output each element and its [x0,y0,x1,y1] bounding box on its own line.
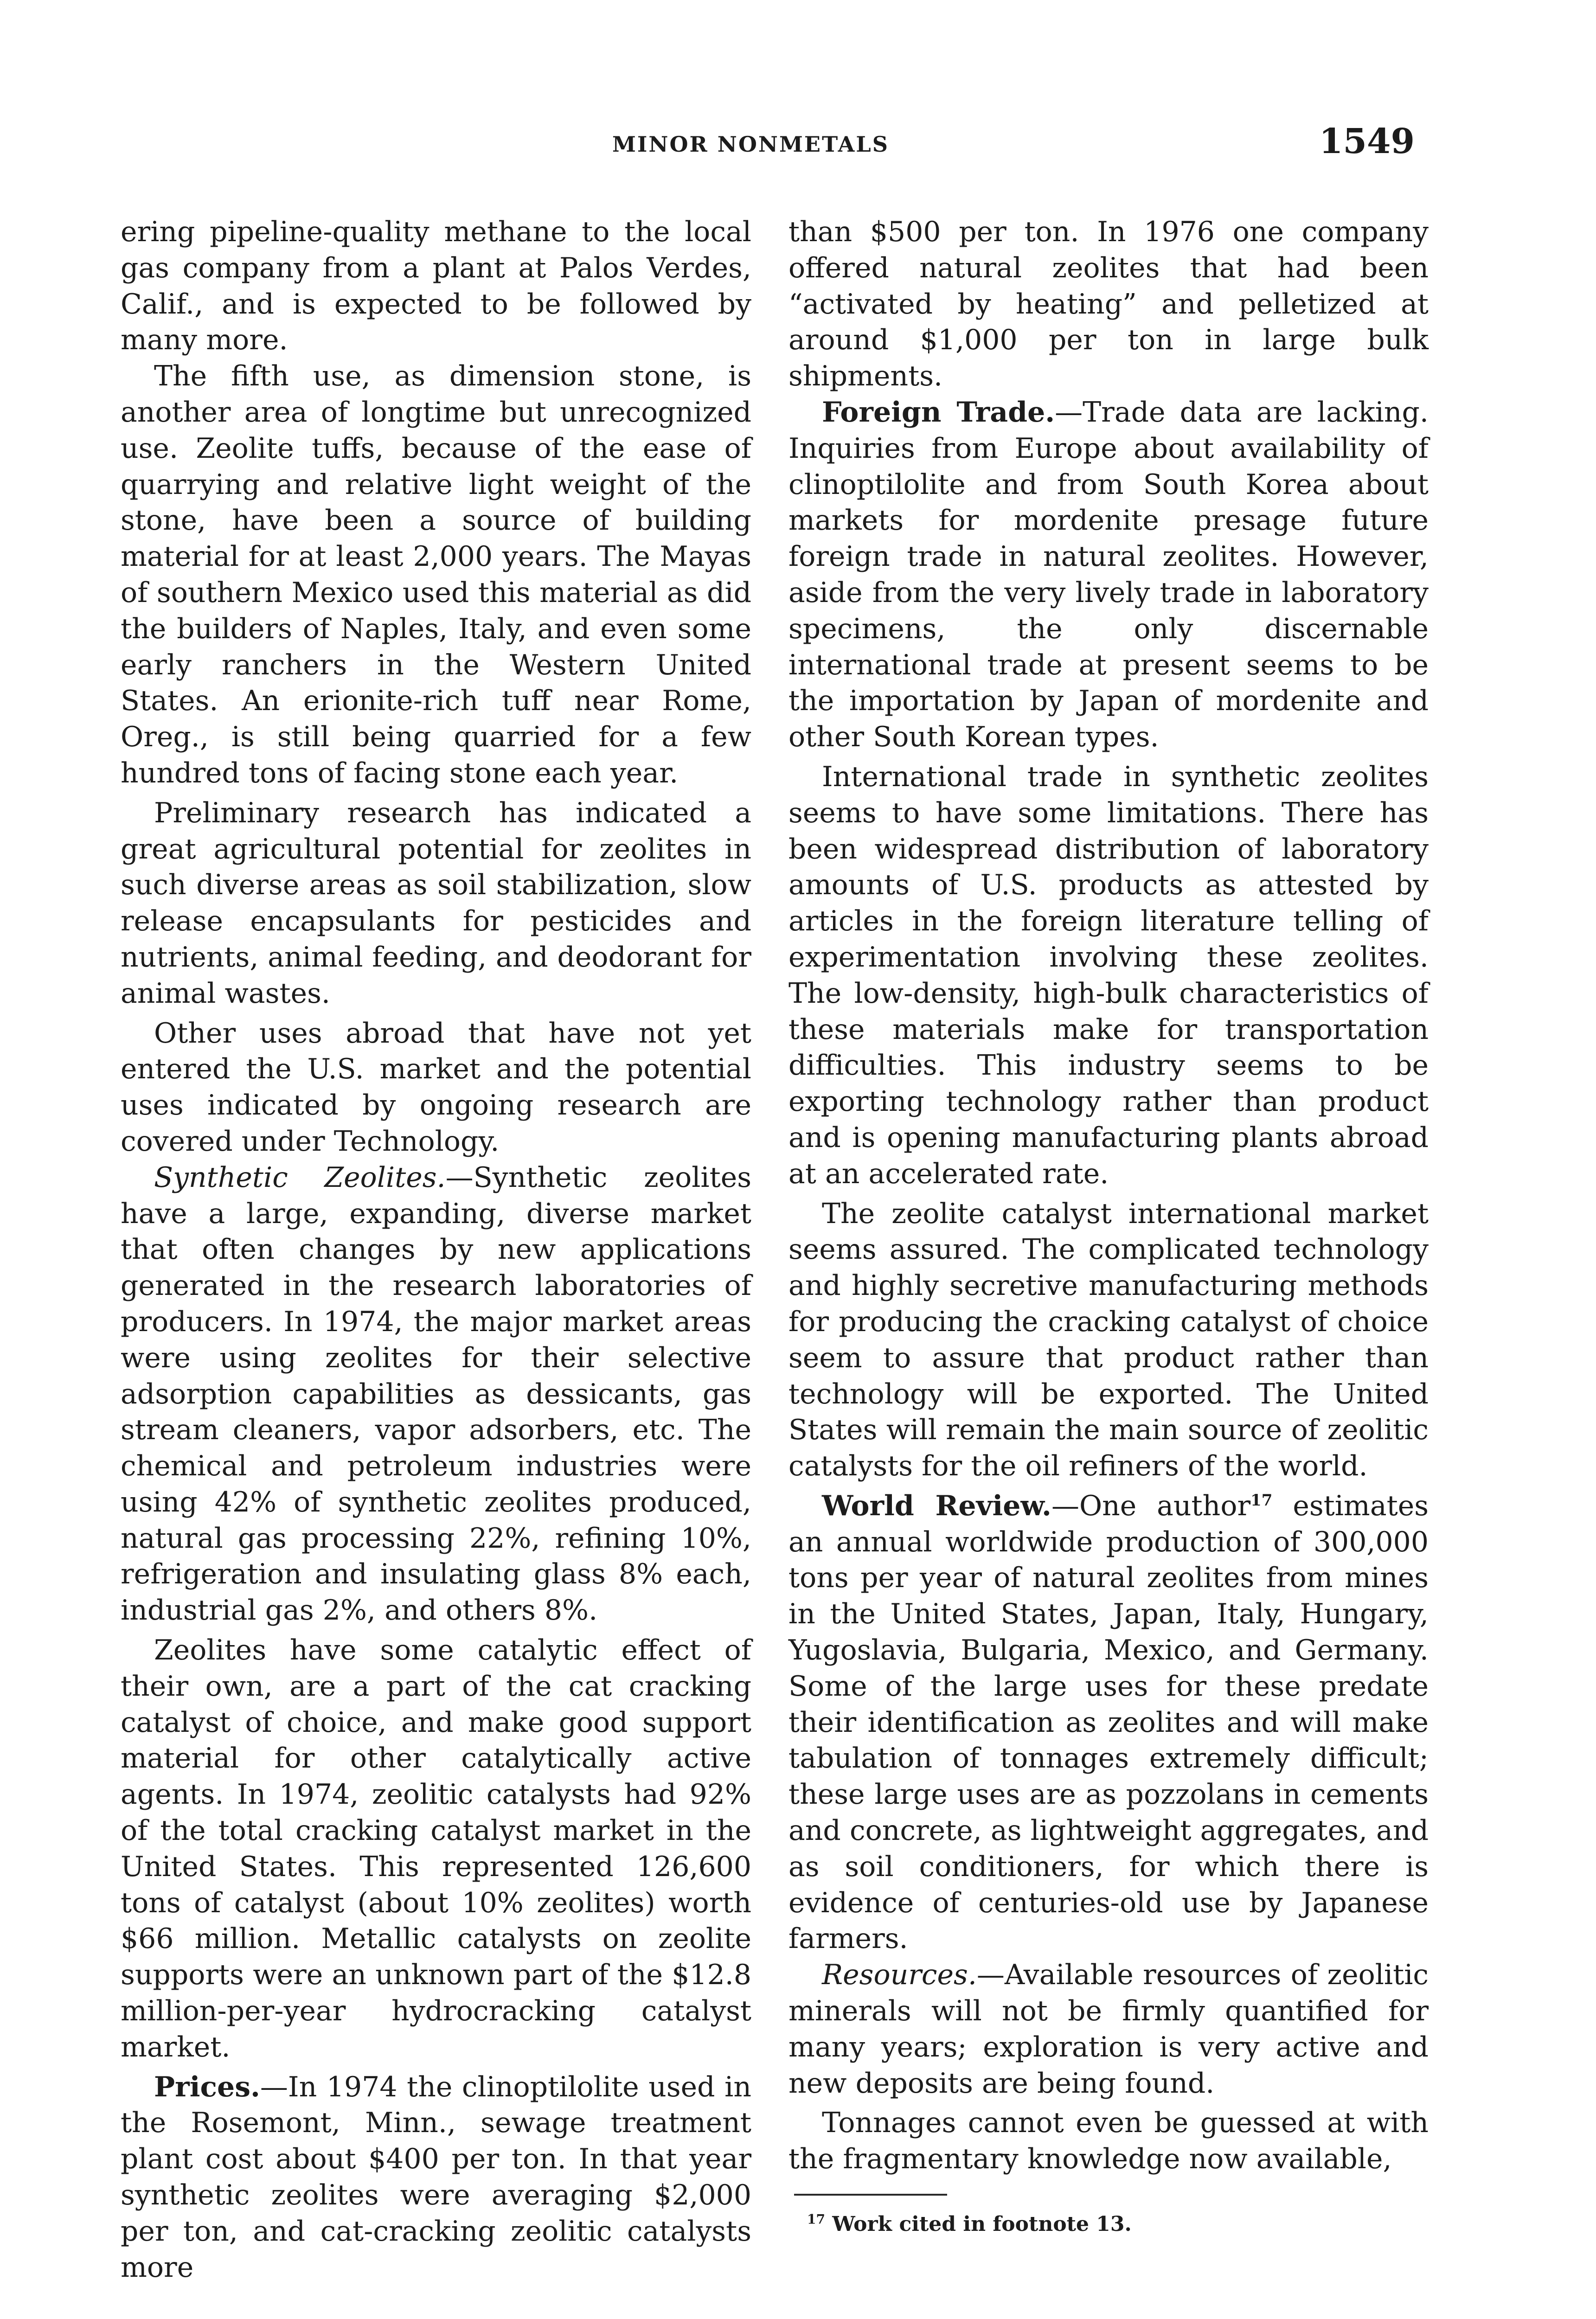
section-heading-foreign-trade: Foreign Trade. [822,396,1055,429]
footnote-reference: 17 [1250,1491,1273,1510]
page-header [125,122,1415,163]
paragraph: than $500 per ton. In 1976 one company offered natural zeolites that had been “activated by heating” and pelletized at around $1,000 per ton in large bulk shipments. [788,216,1429,393]
paragraph [121,1160,751,1629]
footnote-divider [794,2194,947,2196]
section-heading-world-review: World Review. [822,1489,1051,1522]
paragraph: Tonnages cannot even be guessed at with the fragmentary knowledge now available, [788,2107,1429,2176]
section-heading-prices: Prices. [154,2070,260,2103]
right-column [788,214,1429,2178]
section-heading-resources: Resources. [822,1959,977,1992]
paragraph [788,1957,1429,2101]
paragraph: Other uses abroad that have not yet entered the U.S. market and the potential uses indicated by ongoing research are covered under Technology. [121,1017,751,1158]
paragraph [121,2069,751,2286]
paragraph-text: —One author [1051,1489,1251,1522]
paragraph-text: —In 1974 the clinoptilolite used in the Rosemont, Minn., sewage treatment plant cost about $400 per ton. In that year synthetic zeolites were averaging $2,000 per ton, and cat-cracking zeolitic catalysts more [121,2070,751,2284]
paragraph [788,1488,1429,1957]
paragraph-text: estimates an annual worldwide production of 300,000 tons per year of natural zeolites from mines in the United States, Japan, Italy, Hungary, Yugoslavia, Bulgaria, Mexico, and Germany. Some of the large uses for these predate their identification as zeolites and will make tabulation of tonnages extremely difficult; these large uses are as pozzolans in cements and concrete, as lightweight aggregates, and as soil conditioners, for which there is evidence of centuries-old use by Japanese farmers. [788,1489,1429,1955]
paragraph-text: —Synthetic zeolites have a large, expanding, diverse market that often changes by new applications generated in the research laboratories of producers. In 1974, the major market areas were using zeolites for their selective adsorption capabilities as dessicants, gas stream cleaners, vapor adsorbers, etc. The chemical and petroleum industries were using 42% of synthetic zeolites produced, natural gas processing 22%, refining 10%, refrigeration and insulating glass 8% each, industrial gas 2%, and others 8%. [121,1161,751,1627]
footnote [807,2212,1132,2236]
page-number: 1549 [1319,122,1415,161]
paragraph: Preliminary research has indicated a great agricultural potential for zeolites in such diverse areas as soil stabilization, slow release encapsulants for pesticides and nutrients, animal feeding, and deodorant for animal wastes. [121,796,751,1010]
paragraph: The fifth use, as dimension stone, is another area of longtime but unrecognized use. Zeolite tuffs, because of the ease of quarrying and relative light weight of the stone, have been a source of building material for at least 2,000 years. The Mayas of southern Mexico used this material as did the builders of Naples, Italy, and even some early ranchers in the Western United States. An erionite-rich tuff near Rome, Oreg., is still being quarried for a few hundred tons of facing stone each year. [121,360,751,789]
paragraph [788,395,1429,756]
running-title: MINOR NONMETALS [612,132,889,157]
paragraph-text: —Available resources of zeolitic minerals will not be firmly quantified for many years; exploration is very active and new deposits are being found. [788,1959,1429,2100]
paragraph: The zeolite catalyst international market seems assured. The complicated technology and highly secretive manufacturing methods for producing the cracking catalyst of choice seem to assure that product rather than technology will be exported. The United States will remain the main source of zeolitic catalysts for the oil refiners of the world. [788,1197,1429,1483]
paragraph-text: —Trade data are lacking. Inquiries from Europe about availability of clinoptilolite and from South Korea about markets for mordenite presage future foreign trade in natural zeolites. However, aside from the very lively trade in laboratory specimens, the only discernable international trade at present seems to be the importation by Japan of mordenite and other South Korean types. [788,396,1429,754]
paragraph: ering pipeline-quality methane to the local gas company from a plant at Palos Verdes, Calif., and is expected to be followed by many more. [121,216,751,357]
footnote-text: Work cited in footnote 13. [825,2212,1132,2236]
section-heading-synthetic-zeolites: Synthetic Zeolites. [154,1161,446,1194]
paragraph: Zeolites have some catalytic effect of their own, are a part of the cat cracking catalyst of choice, and make good support material for other catalytically active agents. In 1974, zeolitic catalysts had 92% of the total cracking catalyst market in the United States. This represented 126,600 tons of catalyst (about 10% zeolites) worth $66 million. Metallic catalysts on zeolite supports were an unknown part of the $12.8 million-per-year hydrocracking catalyst market. [121,1634,751,2063]
left-column [121,214,751,2286]
paragraph: International trade in synthetic zeolites seems to have some limitations. There has been widespread distribution of laboratory amounts of U.S. products as attested by articles in the foreign literature telling of experimentation involving these zeolites. The low-density, high-bulk characteristics of these materials make for transportation difficulties. This industry seems to be exporting technology rather than product and is opening manufacturing plants abroad at an accelerated rate. [788,760,1429,1190]
footnote-marker: 17 [807,2211,825,2227]
